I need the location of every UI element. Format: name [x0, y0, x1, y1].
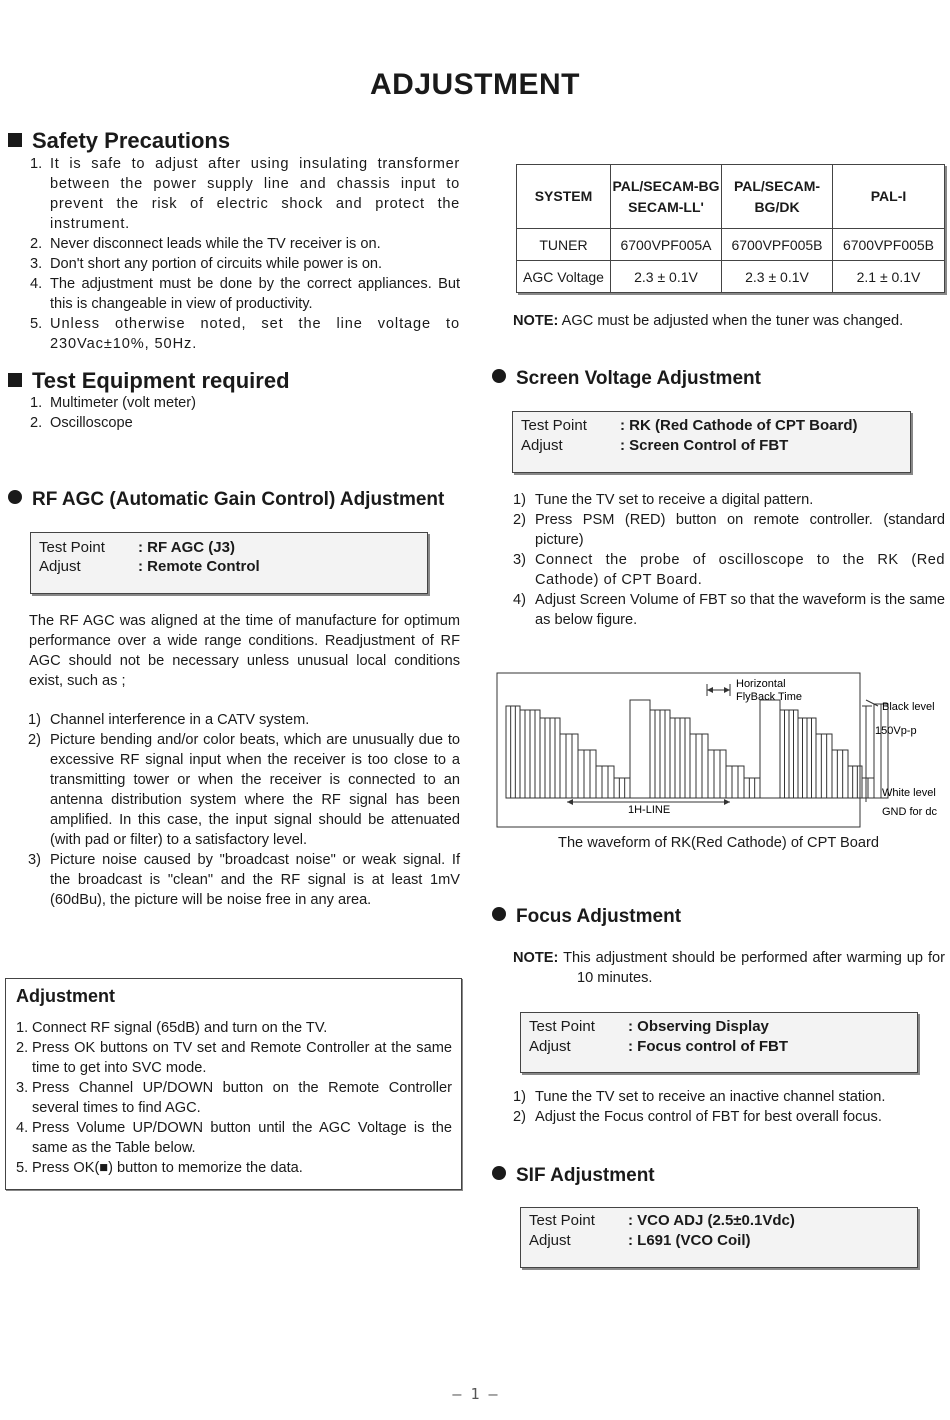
screen-voltage-heading-text: Screen Voltage Adjustment	[516, 368, 761, 389]
page-number: – 1 –	[452, 1385, 498, 1403]
table-cell: 6700VPF005B	[722, 229, 833, 261]
adjust-label: Adjust	[39, 558, 81, 575]
gnd-label: GND for dc	[882, 806, 938, 818]
list-item: 5. Unless otherwise noted, set the line voltage to 230Vac±10%, 50Hz.	[30, 316, 460, 352]
square-bullet-icon	[8, 133, 22, 147]
horizontal-label: Horizontal	[736, 678, 786, 690]
table-row	[517, 229, 945, 261]
test-point-value: : RK (Red Cathode of CPT Board)	[620, 417, 858, 434]
focus-heading	[492, 906, 681, 928]
rf-agc-intro: The RF AGC was aligned at the time of manufacture for optimum performance over a wide range conditions. Readjustment of RF AGC should not be necessary unless unusual local conditions exist, such as ;	[29, 613, 460, 689]
note-text: This adjustment should be performed after warming up for 10 minutes.	[563, 950, 945, 986]
waveform-caption: The waveform of RK(Red Cathode) of CPT Board	[558, 835, 879, 851]
list-item: 4. The adjustment must be done by the correct appliances. But this is changeable in view of productivity.	[30, 276, 460, 312]
list-item: 2) Adjust the Focus control of FBT for best overall focus.	[513, 1109, 882, 1125]
adjust-label: Adjust	[529, 1038, 571, 1055]
list-item: 1) Tune the TV set to receive an inactive channel station.	[513, 1089, 886, 1105]
circle-bullet-icon	[492, 369, 506, 383]
hline-label: 1H-LINE	[628, 804, 671, 816]
sif-test-box	[520, 1207, 918, 1268]
list-item: 2) Picture bending and/or color beats, which are unusually due to excessive RF signal input when the receiver is too close to a transmitting tower or when the receiver is connected to an antenna distribution system where the RF signal has been amplified. In this case, the input signal should be attenuated (with pad or filter) to a satisfactory level.	[28, 732, 460, 848]
screen-voltage-heading	[492, 368, 761, 390]
list-item: 2. Press OK buttons on TV set and Remote Controller at the same time to get into SVC mode.	[16, 1040, 452, 1076]
table-cell: 2.3 ± 0.1V	[611, 261, 722, 293]
note-text: AGC must be adjusted when the tuner was changed.	[561, 313, 904, 329]
list-item: 5. Press OK(■) button to memorize the data.	[16, 1160, 303, 1176]
list-item: 1. Connect RF signal (65dB) and turn on the TV.	[16, 1020, 328, 1036]
table-header-cell: SYSTEM	[517, 165, 611, 229]
list-item: 1) Channel interference in a CATV system.	[28, 712, 310, 728]
equipment-heading	[8, 368, 290, 394]
adjust-value: : Focus control of FBT	[628, 1038, 788, 1055]
adjust-label: Adjust	[529, 1232, 571, 1249]
tuner-table	[516, 164, 945, 293]
flyback-label: FlyBack Time	[736, 691, 803, 703]
test-point-value: : Observing Display	[628, 1018, 769, 1035]
rf-agc-heading	[8, 489, 444, 511]
sif-heading	[492, 1165, 655, 1187]
screen-voltage-test-box	[512, 411, 911, 473]
list-item: 1) Tune the TV set to receive a digital pattern.	[513, 492, 814, 508]
focus-note	[513, 948, 945, 988]
test-point-label: Test Point	[521, 417, 587, 434]
adjust-label: Adjust	[521, 437, 563, 454]
test-point-label: Test Point	[529, 1212, 595, 1229]
adjust-value: : Screen Control of FBT	[620, 437, 789, 454]
test-point-label: Test Point	[39, 539, 105, 556]
list-item: 3. Don't short any portion of circuits while power is on.	[30, 256, 383, 272]
adjust-value: : L691 (VCO Coil)	[628, 1232, 751, 1249]
equipment-heading-text: Test Equipment required	[32, 368, 290, 393]
table-cell: 2.3 ± 0.1V	[722, 261, 833, 293]
circle-bullet-icon	[492, 907, 506, 921]
list-item: 2. Never disconnect leads while the TV receiver is on.	[30, 236, 381, 252]
focus-test-box	[520, 1012, 918, 1073]
circle-bullet-icon	[8, 490, 22, 504]
safety-heading	[8, 128, 230, 154]
focus-list	[513, 1087, 945, 1127]
list-item: 4) Adjust Screen Volume of FBT so that the waveform is the same as below figure.	[513, 592, 945, 628]
table-header-cell: PAL-I	[833, 165, 945, 229]
table-row	[517, 261, 945, 293]
adjustment-list	[16, 1018, 452, 1178]
square-bullet-icon	[8, 373, 22, 387]
list-item: 2) Press PSM (RED) button on remote controller. (standard picture)	[513, 512, 945, 548]
focus-heading-text: Focus Adjustment	[516, 906, 682, 927]
waveform-diagram	[496, 670, 946, 835]
rf-agc-test-box	[30, 532, 428, 594]
table-header-cell: PAL/SECAM- BG/DK	[722, 165, 833, 229]
table-header-row	[517, 165, 945, 229]
table-header-cell: PAL/SECAM-BG SECAM-LL'	[611, 165, 722, 229]
list-item: 3) Connect the probe of oscilloscope to the RK (Red Cathode) of CPT Board.	[513, 552, 945, 588]
sif-heading-text: SIF Adjustment	[516, 1165, 655, 1186]
table-cell: 6700VPF005A	[611, 229, 722, 261]
black-level-label: Black level	[882, 701, 935, 713]
scope-frame	[497, 673, 860, 827]
adjustment-box	[5, 978, 462, 1190]
rf-agc-heading-text: RF AGC (Automatic Gain Control) Adjustment	[32, 489, 445, 510]
list-item: 4. Press Volume UP/DOWN button until the AGC Voltage is the same as the Table below.	[16, 1120, 452, 1156]
list-item: 1. It is safe to adjust after using insulating transformer between the power supply line and chassis input to prevent the risk of electric shock and protect the instrument.	[30, 156, 460, 232]
safety-list	[30, 154, 460, 354]
note-label: NOTE:	[513, 313, 559, 329]
note-label: NOTE:	[513, 950, 559, 966]
white-level-label: White level	[882, 787, 936, 799]
list-item: 3) Picture noise caused by "broadcast noise" or weak signal. If the broadcast is "clean" and the RF signal is at least 1mV (60dBu), the picture will be noise free in any area.	[28, 852, 460, 908]
table-cell: 6700VPF005B	[833, 229, 945, 261]
screen-voltage-list	[513, 490, 945, 630]
vpp-label: 150Vp-p	[875, 725, 917, 737]
test-point-label: Test Point	[529, 1018, 595, 1035]
safety-heading-text: Safety Precautions	[32, 128, 231, 153]
test-point-value: : VCO ADJ (2.5±0.1Vdc)	[628, 1212, 795, 1229]
list-item: 3. Press Channel UP/DOWN button on the Remote Controller several times to find AGC.	[16, 1080, 452, 1116]
tuner-note	[513, 311, 945, 331]
equipment-list	[30, 393, 460, 433]
rf-agc-list	[28, 710, 460, 910]
adjust-value: : Remote Control	[138, 558, 260, 575]
table-cell: AGC Voltage	[517, 261, 611, 293]
list-item: 1. Multimeter (volt meter)	[30, 395, 196, 411]
page-title: ADJUSTMENT	[369, 68, 580, 101]
test-point-value: : RF AGC (J3)	[138, 539, 235, 556]
table-cell: TUNER	[517, 229, 611, 261]
table-cell: 2.1 ± 0.1V	[833, 261, 945, 293]
adjustment-heading: Adjustment	[16, 986, 115, 1006]
list-item: 2. Oscilloscope	[30, 415, 133, 431]
waveform-figure	[496, 670, 946, 835]
circle-bullet-icon	[492, 1166, 506, 1180]
